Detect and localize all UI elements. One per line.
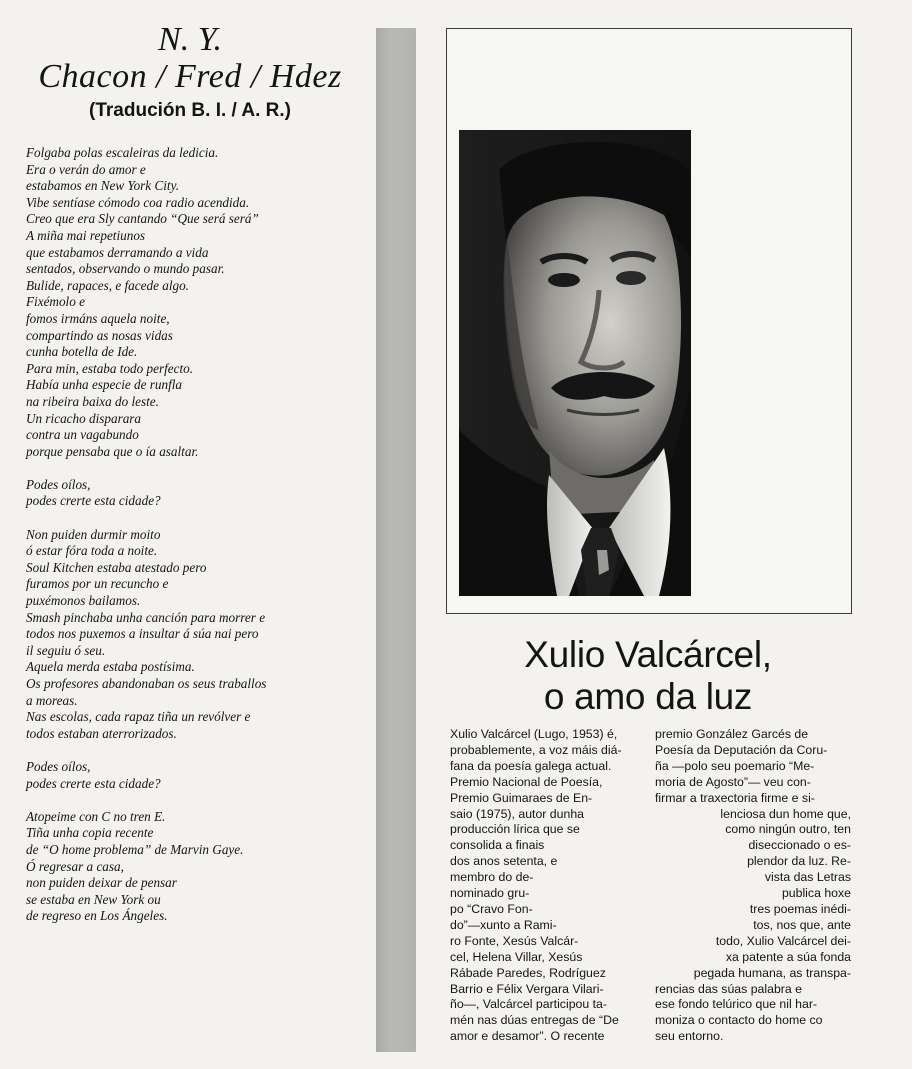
article-line: publica hoxe bbox=[781, 886, 851, 901]
poem-line: furamos por un recuncho e bbox=[26, 576, 169, 592]
poem-line: porque pensaba que o ía asaltar. bbox=[26, 443, 199, 459]
poem-line: Había unha especie de runfla bbox=[26, 377, 183, 393]
article-line: moniza o contacto do home co bbox=[655, 1013, 823, 1028]
article-line: ese fondo telúrico que nil har- bbox=[655, 997, 818, 1012]
article-line: Poesía da Deputación da Coru- bbox=[655, 742, 828, 757]
poem-line: podes crerte esta cidade? bbox=[26, 775, 161, 791]
article-line: cel, Helena Villar, Xesús bbox=[450, 949, 583, 964]
article-line: probablemente, a voz máis diá- bbox=[450, 742, 622, 757]
article-line: amor e desamor”. O recente bbox=[450, 1029, 605, 1044]
poem-line: Podes oílos, bbox=[26, 758, 91, 774]
poem-line: Vibe sentíase cómodo coa radio acendida. bbox=[26, 194, 250, 210]
headline-line-1: Xulio Valcárcel, bbox=[524, 634, 772, 675]
article-line: pegada humana, as transpa- bbox=[693, 965, 851, 980]
article-line: ño—, Valcárcel participou ta- bbox=[450, 997, 607, 1012]
poem-line: Smash pinchaba unha canción para morrer e bbox=[26, 609, 266, 625]
vertical-grey-band bbox=[376, 28, 416, 1052]
poem-line: que estabamos derramando a vida bbox=[26, 244, 209, 260]
poem-line: Folgaba polas escaleiras da ledicia. bbox=[26, 145, 219, 160]
article-column-right bbox=[655, 727, 851, 1045]
article-line: todo, Xulio Valcárcel dei- bbox=[715, 933, 851, 948]
headline-line-2: o amo da luz bbox=[543, 676, 753, 717]
poem-translation-credit: (Tradución B. I. / A. R.) bbox=[89, 100, 291, 121]
article-line: vista das Letras bbox=[764, 870, 851, 885]
article-line: saio (1975), autor dunha bbox=[450, 806, 584, 821]
poem-line: Non puiden durmir moito bbox=[26, 526, 161, 542]
article-line: ro Fonte, Xesús Valcár- bbox=[450, 933, 579, 948]
poem-stanza bbox=[26, 477, 356, 510]
poem-line: fomos irmáns aquela noite, bbox=[26, 310, 170, 326]
article-line: do”—xunto a Rami- bbox=[450, 917, 557, 932]
poem-stanza bbox=[26, 145, 356, 460]
poem-line: ó estar fóra toda a noite. bbox=[26, 543, 158, 559]
article-line: dos anos setenta, e bbox=[450, 854, 558, 869]
article-line: plendor da luz. Re- bbox=[747, 854, 851, 869]
article-line: producción lírica que se bbox=[450, 822, 580, 837]
poem-stanza bbox=[26, 759, 356, 792]
poem-header bbox=[20, 22, 360, 124]
poem-line: Para min, estaba todo perfecto. bbox=[26, 360, 194, 376]
poem-line: Aquela merda estaba postísima. bbox=[26, 659, 195, 675]
poem-line: podes crerte esta cidade? bbox=[26, 493, 161, 509]
poem-line: todos nos puxemos a insultar á súa nai pero bbox=[26, 626, 259, 642]
poem-line: Bulide, rapaces, e facede algo. bbox=[26, 277, 189, 293]
article-line: Xulio Valcárcel (Lugo, 1953) é, bbox=[450, 727, 618, 741]
article-line: nominado gru- bbox=[450, 886, 530, 901]
poem-line: se estaba en New York ou bbox=[26, 891, 161, 907]
poem-line: il seguiu ó seu. bbox=[26, 642, 106, 658]
poem-line: Tiña unha copia recente bbox=[26, 825, 154, 841]
article-line: como ningún outro, ten bbox=[725, 822, 851, 837]
poem-line: contra un vagabundo bbox=[26, 427, 139, 443]
article-line: rencias das súas palabra e bbox=[655, 981, 802, 996]
poem-line: compartindo as nosas vidas bbox=[26, 327, 173, 343]
article-line: Rábade Paredes, Rodríguez bbox=[450, 965, 606, 980]
poem-line: non puiden deixar de pensar bbox=[26, 875, 177, 891]
poem-line: de “O home problema” de Marvin Gaye. bbox=[26, 841, 244, 857]
article-line: fana da poesía galega actual. bbox=[450, 758, 612, 773]
article-line: consolida a finais bbox=[450, 838, 545, 853]
poem-line: Era o verán do amor e bbox=[26, 161, 146, 177]
poem-authors: Chacon / Fred / Hdez bbox=[38, 58, 342, 95]
article-line: premio González Garcés de bbox=[655, 727, 809, 741]
poem-line: de regreso en Los Ángeles. bbox=[26, 908, 168, 924]
article-line: po “Cravo Fon- bbox=[450, 901, 533, 916]
poem-line: Ó regresar a casa, bbox=[26, 858, 124, 874]
poem-line: A miña mai repetiunos bbox=[26, 227, 146, 243]
article-line: Premio Guimaraes de En- bbox=[450, 790, 593, 805]
article-line: Barrio e Félix Vergara Vilari- bbox=[450, 981, 604, 996]
poem-stanza bbox=[26, 527, 356, 743]
poem-line: na ribeira baixa do leste. bbox=[26, 393, 159, 409]
poem-line: Un ricacho disparara bbox=[26, 410, 142, 426]
poem-line: Creo que era Sly cantando “Que será será” bbox=[26, 211, 259, 227]
article-line: lenciosa dun home que, bbox=[720, 806, 851, 821]
article-line: moria de Agosto”— veu con- bbox=[655, 774, 811, 789]
poem-line: puxémonos bailamos. bbox=[26, 593, 141, 609]
article-line: mén nas dúas entregas de “De bbox=[450, 1013, 619, 1028]
poem-line: Soul Kitchen estaba atestado pero bbox=[26, 559, 207, 575]
article-line: tres poemas inédi- bbox=[749, 901, 851, 916]
poem-title: N. Y. bbox=[158, 21, 222, 58]
article-line: xa patente a súa fonda bbox=[725, 949, 851, 964]
author-portrait-photo bbox=[459, 130, 691, 596]
poem-line: todos estaban aterrorizados. bbox=[26, 725, 177, 741]
poem-line: Podes oílos, bbox=[26, 476, 91, 492]
article-line: membro do de- bbox=[450, 870, 534, 885]
article-line: seu entorno. bbox=[655, 1029, 724, 1044]
poem-line: Os profesores abandonaban os seus traballos bbox=[26, 676, 267, 691]
article-line: Premio Nacional de Poesía, bbox=[450, 774, 603, 789]
poem-stanza bbox=[26, 809, 356, 925]
article-headline bbox=[446, 634, 850, 718]
poem-line: cunha botella de Ide. bbox=[26, 344, 138, 360]
poem-line: estabamos en New York City. bbox=[26, 178, 180, 194]
poem-line: a moreas. bbox=[26, 692, 78, 708]
article-line: tos, nos que, ante bbox=[753, 917, 851, 932]
article-line: diseccionado o es- bbox=[748, 838, 851, 853]
article-line: firmar a traxectoria firme e si- bbox=[655, 790, 815, 805]
poem-line: Nas escolas, cada rapaz tiña un revólver e bbox=[26, 709, 251, 725]
poem-line: Fixémolo e bbox=[26, 294, 85, 310]
article-column-left bbox=[450, 727, 646, 1045]
poem-body bbox=[26, 145, 356, 942]
poem-line: sentados, observando o mundo pasar. bbox=[26, 261, 225, 277]
article-line: ña —polo seu poemario “Me- bbox=[655, 758, 815, 773]
poem-line: Atopeime con C no tren E. bbox=[26, 808, 166, 824]
